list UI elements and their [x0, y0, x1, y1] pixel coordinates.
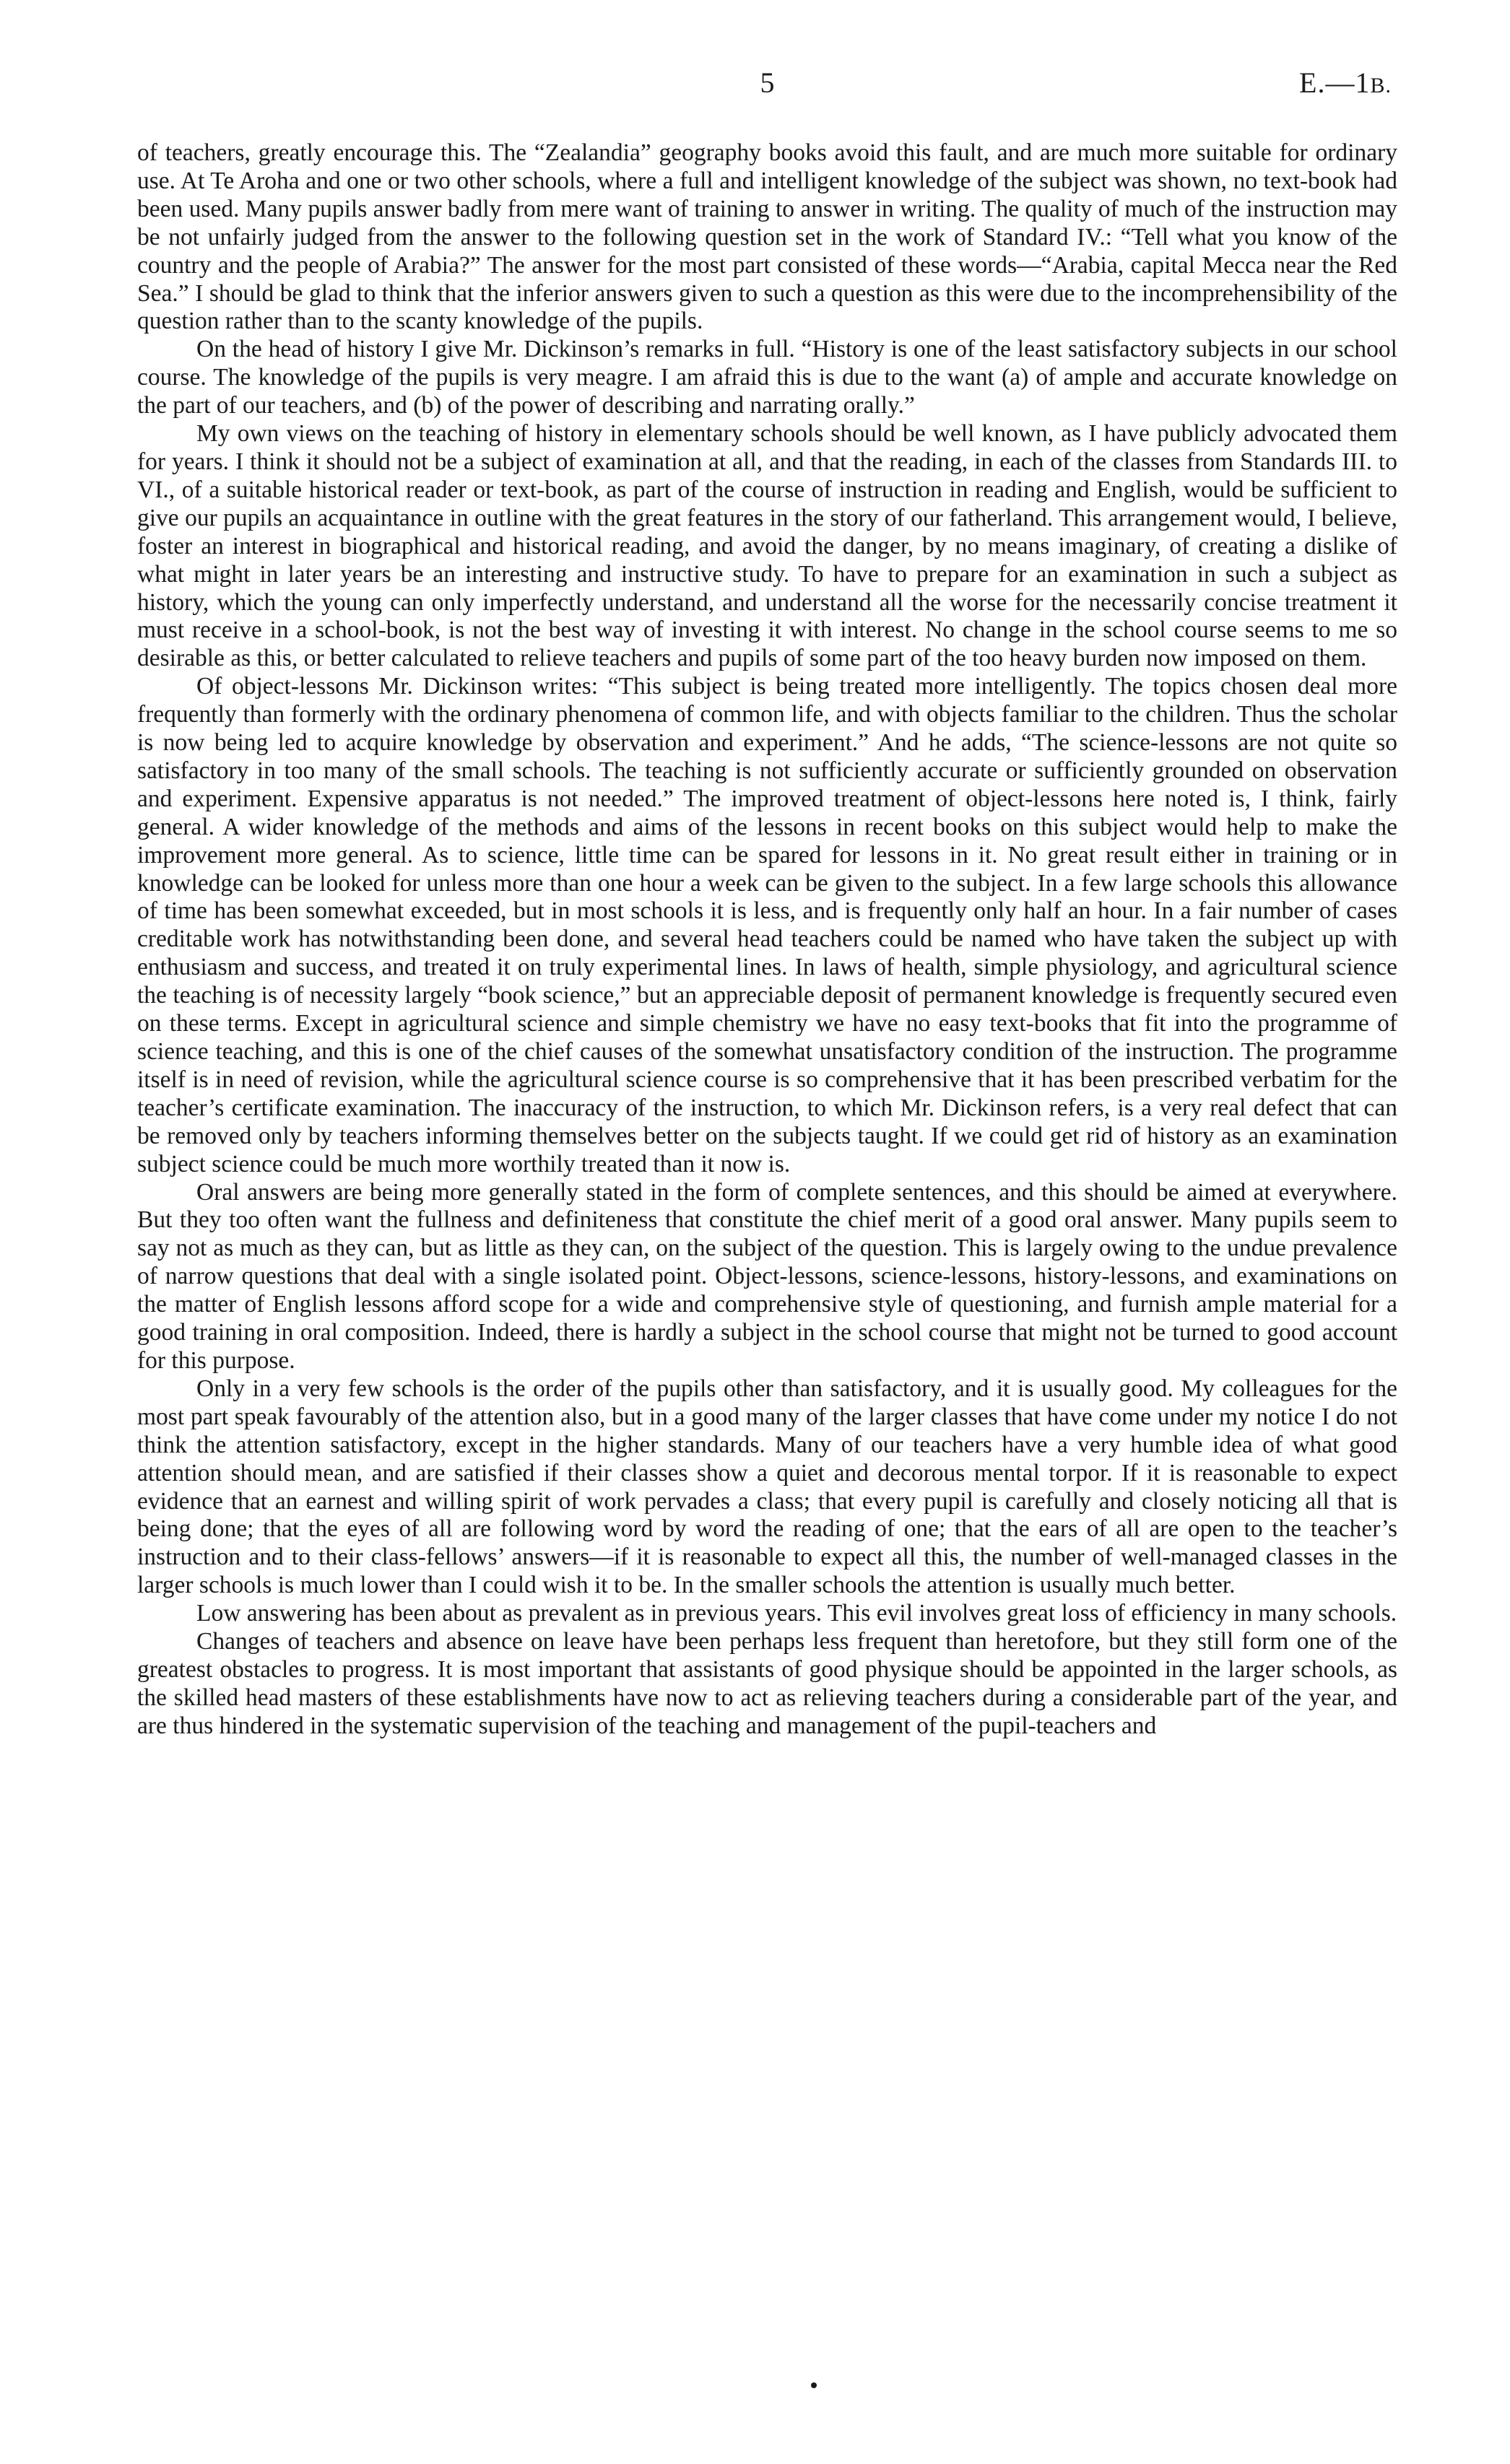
document-reference-suffix: B. [1370, 74, 1392, 97]
document-page [137, 66, 1397, 1741]
paragraph-object-lessons: Of object-lessons Mr. Dickinson writes: “This subject is being treated more intelligently. The topics chosen deal more frequently than formerly with the ordinary phenomena of common life, and with objects familiar to the children. Thus the scholar is now being led to acquire knowledge by observation and experiment.” And he adds, “The science-lessons are not quite so satisfactory in too many of the small schools. The teaching is not sufficiently accurate or sufficiently grounded on observation and experiment. Expensive apparatus is not needed.” The improved treatment of object-lessons here noted is, I think, fairly general. A wider knowledge of the methods and aims of the lessons in recent books on this subject would help to make the improvement more general. As to science, little time can be spared for lessons in it. No great result either in training or in knowledge can be looked for unless more than one hour a week can be given to the subject. In a few large schools this allowance of time has been somewhat exceeded, but in most schools it is less, and is frequently only half an hour. In a fair number of cases creditable work has notwithstanding been done, and several head teachers could be named who have taken the subject up with enthusiasm and success, and treated it on truly experimental lines. In laws of health, simple physiology, and agricultural science the teaching is of necessity largely “book science,” but an appreciable deposit of permanent knowledge is frequently secured even on these terms. Except in agricultural science and simple chemistry we have no easy text-books that fit into the programme of science teaching, and this is one of the chief causes of the somewhat unsatisfactory condition of the instruction. The programme itself is in need of revision, while the agricultural science course is so comprehensive that it has been prescribed verbatim for the teacher’s certificate examination. The inaccuracy of the instruction, to which Mr. Dickinson refers, is a very real defect that can be removed only by teachers informing themselves better on the subjects taught. If we could get rid of history as an examination subject science could be much more worthily treated than it now is. [137, 673, 1397, 1177]
paragraph-changes-of-teachers: Changes of teachers and absence on leave have been perhaps less frequent than heretofore, but they still form one of the greatest obstacles to progress. It is most important that assistants of good physique should be appointed in the larger schools, as the skilled head masters of these establishments have now to act as relieving teachers during a considerable part of the year, and are thus hindered in the systematic supervision of the teaching and management of the pupil-teachers and [137, 1628, 1397, 1739]
document-reference-main: E.—1 [1299, 66, 1371, 99]
page-number: 5 [760, 66, 775, 99]
paragraph-low-answering: Low answering has been about as prevalent as in previous years. This evil involves great loss of efficiency in many schools. [196, 1600, 1397, 1627]
body-text [137, 139, 1397, 1741]
paragraph-oral-answers: Oral answers are being more generally stated in the form of complete sentences, and this should be aimed at everywhere. But they too often want the fullness and definiteness that constitute the chief merit of a good oral answer. Many pupils seem to say not as much as they can, but as little as they can, on the subject of the question. This is largely owing to the undue prevalence of narrow questions that deal with a single isolated point. Object-lessons, science-lessons, history-lessons, and examinations on the matter of English lessons afford scope for a wide and comprehensive style of questioning, and furnish ample material for a good training in oral composition. Indeed, there is hardly a subject in the school course that might not be turned to good account for this purpose. [137, 1178, 1397, 1374]
paragraph-history-remarks: On the head of history I give Mr. Dickinson’s remarks in full. “History is one of the least satisfactory subjects in our school course. The knowledge of the pupils is very meagre. I am afraid this is due to the want (a) of ample and accurate knowledge on the part of our teachers, and (b) of the power of describing and narrating orally.” [137, 336, 1397, 419]
paragraph-history-views: My own views on the teaching of history in elementary schools should be well known, as I have publicly advocated them for years. I think it should not be a subject of examination at all, and that the reading, in each of the classes from Standards III. to VI., of a suitable historical reader or text-book, as part of the course of instruction in reading and English, would be sufficient to give our pupils an acquaintance in outline with the great features in the story of our fatherland. This arrangement would, I believe, foster an interest in biographical and historical reading, and avoid the danger, by no means imaginary, of creating a dislike of what might in later years be an interesting and instructive study. To have to prepare for an examination in such a subject as history, which the young can only imperfectly understand, and understand all the worse for the necessarily concise treatment it must receive in a school-book, is not the best way of investing it with interest. No change in the school course seems to me so desirable as this, or better calculated to relieve teachers and pupils of some part of the too heavy burden now imposed on them. [137, 420, 1397, 672]
paragraph-geography-continued: of teachers, greatly encourage this. The “Zealandia” geography books avoid this fault, and are much more suitable for ordinary use. At Te Aroha and one or two other schools, where a full and intelligent knowledge of the subject was shown, no text-book had been used. Many pupils answer badly from mere want of training to answer in writing. The quality of much of the instruction may be not unfairly judged from the answer to the following question set in the work of Standard IV.: “Tell what you know of the country and the people of Arabia?” The answer for the most part consisted of these words—“Arabia, capital Mecca near the Red Sea.” I should be glad to think that the inferior answers given to such a question as this were due to the incomprehensibility of the question rather than to the scanty knowledge of the pupils. [137, 139, 1397, 335]
page-header [137, 66, 1397, 112]
paragraph-order-attention: Only in a very few schools is the order of the pupils other than satisfactory, and it is usually good. My colleagues for the most part speak favourably of the attention also, but in a good many of the larger classes that have come under my notice I do not think the attention satisfactory, except in the higher standards. Many of our teachers have a very humble idea of what good attention should mean, and are satisfied if their classes show a quiet and decorous mental torpor. If it is reasonable to expect evidence that an earnest and willing spirit of work pervades a class; that every pupil is carefully and closely noticing all that is being done; that the eyes of all are following word by word the reading of one; that the ears of all are open to the teacher’s instruction and to their class-fellows’ answers—if it is reasonable to expect all this, the number of well-managed classes in the larger schools is much lower than I could wish it to be. In the smaller schools the attention is usually much better. [137, 1375, 1397, 1599]
footer-dot [811, 2382, 817, 2388]
document-reference [1299, 66, 1392, 100]
